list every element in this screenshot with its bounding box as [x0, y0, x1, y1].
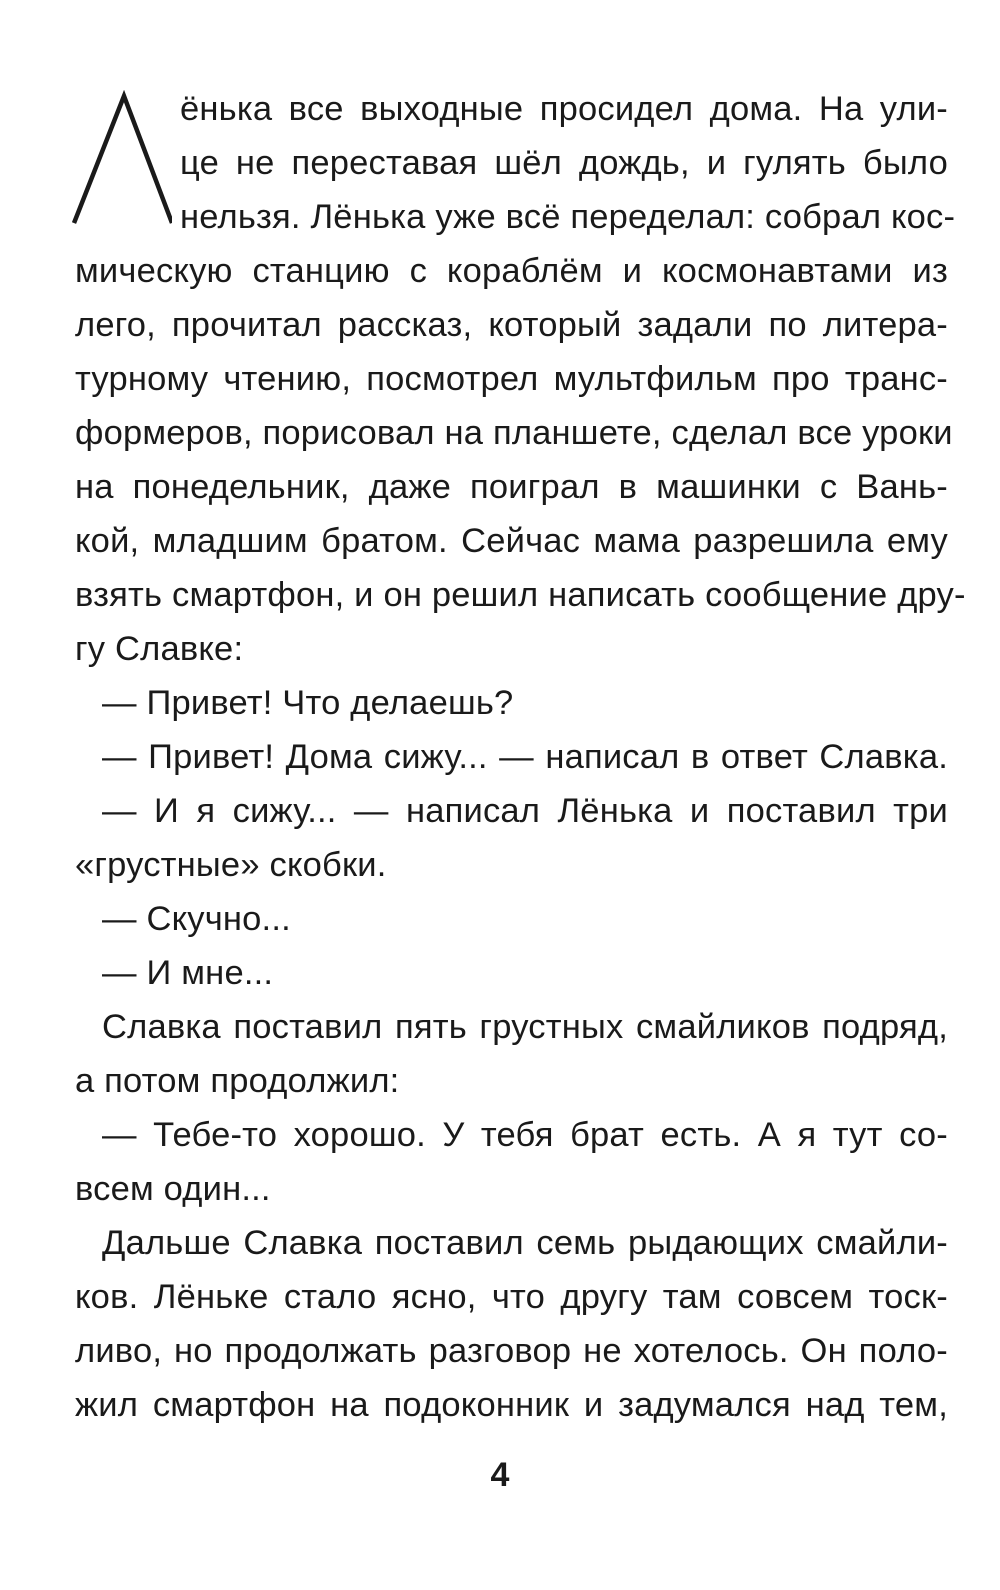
- text-line-18: Славка поставил пять грустных смайликов подряд,: [102, 1008, 948, 1046]
- drop-cap-glyph: [72, 90, 172, 225]
- text-line-19: а потом продолжил:: [75, 1062, 400, 1100]
- text-line-23: ков. Лёньке стало ясно, что другу там совсем тоск-: [75, 1278, 948, 1316]
- text-line-22: Дальше Славка поставил семь рыдающих смайли-: [102, 1224, 948, 1262]
- text-line-9: кой, младшим братом. Сейчас мама разрешила ему: [75, 522, 948, 560]
- text-line-5: лего, прочитал рассказ, который задали по литера-: [75, 306, 948, 344]
- text-line-11: гу Славке:: [75, 630, 244, 668]
- text-line-4: мическую станцию с кораблём и космонавтами из: [75, 252, 948, 290]
- text-line-3: нельзя. Лёнька уже всё переделал: собрал кос-: [180, 198, 956, 236]
- text-line-7: формеров, порисовал на планшете, сделал все уроки: [75, 414, 953, 452]
- text-line-8: на понедельник, даже поиграл в машинки с Вань-: [75, 468, 948, 506]
- dialogue-line-3: — И я сижу... — написал Лёнька и поставил три: [102, 792, 948, 830]
- dialogue-line-3-cont: «грустные» скобки.: [75, 846, 387, 884]
- text-line-24: ливо, но продолжать разговор не хотелось. Он поло-: [75, 1332, 948, 1370]
- drop-cap-letter: [72, 90, 172, 225]
- page-number: 4: [490, 1456, 510, 1494]
- dialogue-line-2: — Привет! Дома сижу... — написал в ответ Славка.: [102, 738, 948, 776]
- text-line-6: турному чтению, посмотрел мультфильм про транс-: [75, 360, 948, 398]
- dialogue-line-4: — Скучно...: [102, 900, 291, 938]
- dialogue-line-6: — Тебе-то хорошо. У тебя брат есть. А я тут со-: [102, 1116, 948, 1154]
- dialogue-line-1: — Привет! Что делаешь?: [102, 684, 514, 722]
- text-line-10: взять смартфон, и он решил написать сообщение дру-: [75, 576, 966, 614]
- dialogue-line-5: — И мне...: [102, 954, 274, 992]
- dialogue-line-6-cont: всем один...: [75, 1170, 271, 1208]
- text-line-1: ёнька все выходные просидел дома. На ули-: [180, 90, 948, 128]
- text-line-25: жил смартфон на подоконник и задумался над тем,: [75, 1386, 948, 1424]
- text-line-2: це не переставая шёл дождь, и гулять было: [180, 144, 948, 182]
